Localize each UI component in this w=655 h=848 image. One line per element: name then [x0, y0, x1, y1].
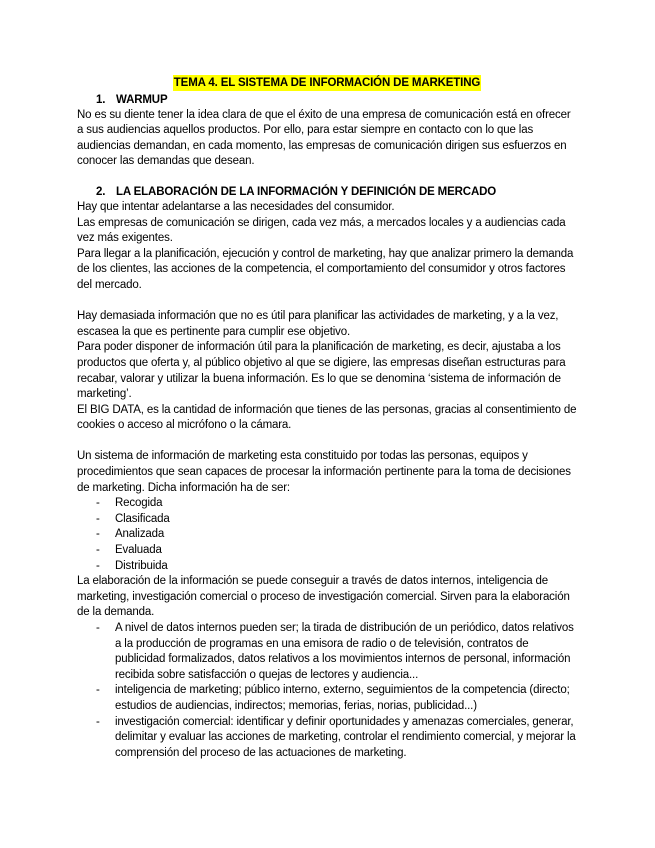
- list-item: - Distribuida: [77, 559, 577, 575]
- paragraph: Hay demasiada información que no es útil para planificar las actividades de marketing, y a la vez, escasea la que es pertinente para cumplir ese objetivo.: [77, 310, 559, 338]
- list-item: - Analizada: [77, 527, 577, 543]
- spacer: [77, 434, 577, 450]
- spacer: [77, 170, 577, 184]
- paragraph: Para poder disponer de información útil para la planificación de marketing, es decir, ajustaba a los productos que oferta y, al público objetivo al que se digiere, las empresas diseñan estructuras para recabar, valorar y utilizar la buena información. Es lo que se denomina ‘sistema de información de marketing’.: [77, 341, 566, 401]
- paragraph: La elaboración de la información se puede conseguir a través de datos internos, inteligencia de marketing, investigación comercial o proceso de investigación comercial. Sirven para la elaboración de la demanda.: [77, 575, 570, 619]
- dash-bullet: -: [96, 544, 100, 557]
- dash-bullet: -: [96, 622, 100, 634]
- section-2-title: LA ELABORACIÓN DE LA INFORMACIÓN Y DEFINICIÓN DE MERCADO: [116, 185, 497, 198]
- section-2-heading: [77, 184, 577, 200]
- list-item: - A nivel de datos internos pueden ser; la tirada de distribución de un periódico, datos relativos a la producción de programas en una emisora de radio o de televisión, contratos de publicidad formalizados, datos relativos a los movimientos internos de personal, información recibida sobre satisfacción o quejas de lectores y audiencia...: [96, 622, 574, 681]
- spacer: [77, 294, 577, 310]
- document-page: [77, 75, 577, 761]
- document-title: TEMA 4. EL SISTEMA DE INFORMACIÓN DE MARKETING: [173, 77, 481, 89]
- list-item: - investigación comercial: identificar y definir oportunidades y amenazas comerciales, generar, delimitar y evaluar las acciones de marketing, controlar el rendimiento comercial, y mejorar la comprensión del proceso de las actuaciones de marketing.: [96, 715, 576, 759]
- dash-bullet: -: [96, 512, 100, 525]
- paragraph: Para llegar a la planificación, ejecución y control de marketing, hay que analizar primero la demanda de los clientes, las acciones de la competencia, el comportamiento del consumidor y otros factores del mercado.: [77, 247, 574, 291]
- dash-bullet: -: [96, 715, 100, 728]
- section-1-paragraph: No es su diente tener la idea clara de que el éxito de una empresa de comunicación está en ofrecer a sus audiencias aquellos productos. Por ello, para estar siempre en contacto con lo que las audiencias demandan, en cada momento, las empresas de comunicación dirigen sus esfuerzos en conocer las demandas que desean.: [77, 108, 571, 168]
- list-item: - Evaluada: [77, 543, 577, 559]
- title-row: [77, 75, 577, 92]
- paragraph: Hay que intentar adelantarse a las necesidades del consumidor.: [77, 200, 395, 213]
- paragraph: Un sistema de información de marketing esta constituido por todas las personas, equipos y procedimientos que sean capaces de procesar la información pertinente para la toma de decisiones de marketing. Dicha información ha de ser:: [77, 450, 571, 494]
- paragraph: Las empresas de comunicación se dirigen, cada vez más, a mercados locales y a audiencias cada vez más exigentes.: [77, 216, 566, 245]
- information-sources-list: [77, 621, 577, 761]
- dash-bullet: -: [96, 559, 100, 572]
- list-item: - Recogida: [77, 496, 577, 512]
- section-1-title: WARMUP: [116, 93, 168, 106]
- information-qualities-list: [77, 496, 577, 574]
- section-2-number: 2.: [96, 185, 106, 198]
- list-item: - inteligencia de marketing; público interno, externo, seguimientos de la competencia (directo; estudios de audiencias, indirectos; memorias, ferias, norias, publicidad...): [96, 684, 570, 712]
- dash-bullet: -: [96, 684, 100, 697]
- section-1-number: 1.: [96, 93, 106, 106]
- paragraph: El BIG DATA, es la cantidad de información que tienes de las personas, gracias al consentimiento de cookies o acceso al micrófono o la cámara.: [77, 403, 577, 432]
- dash-bullet: -: [96, 497, 100, 510]
- list-item: - Clasificada: [77, 512, 577, 528]
- section-1-heading: [77, 92, 577, 108]
- dash-bullet: -: [96, 528, 100, 541]
